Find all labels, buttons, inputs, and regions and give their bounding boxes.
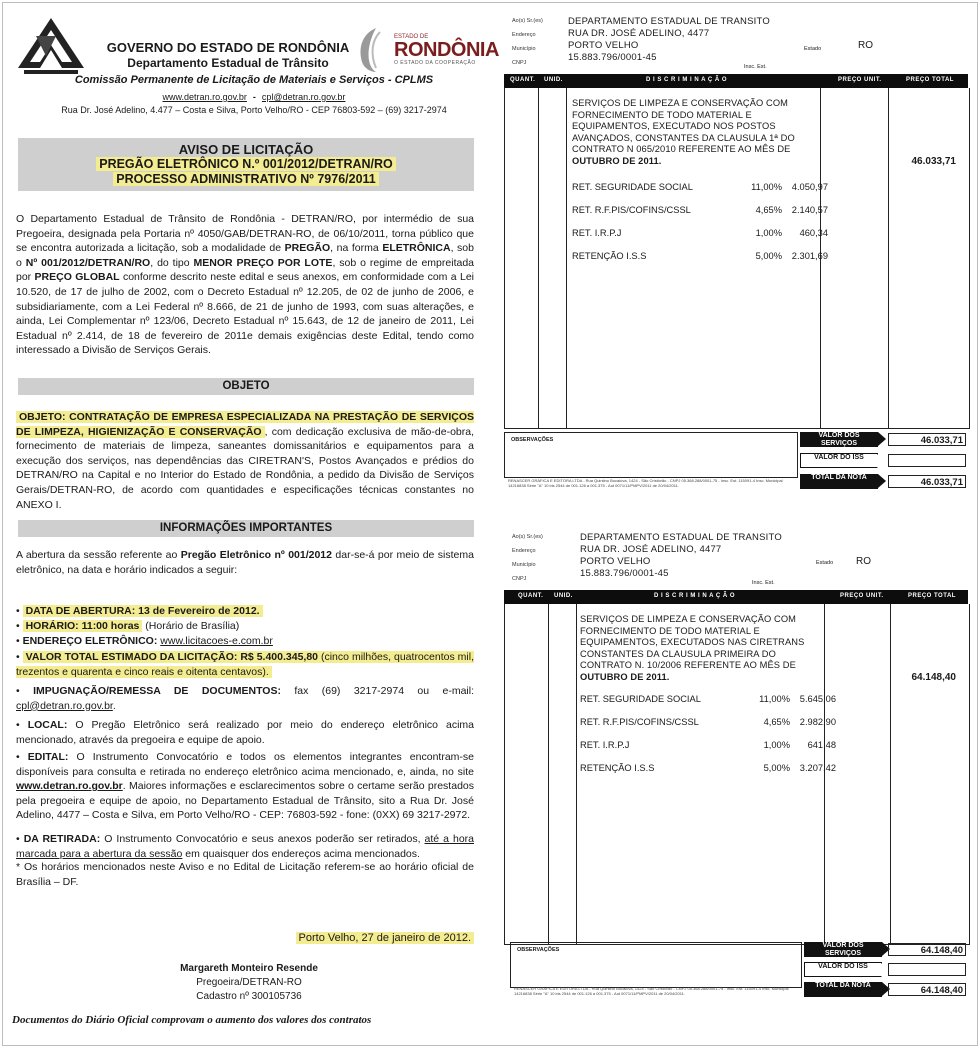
- nota-1-total-nota: 46.033,71: [888, 475, 966, 488]
- retirada-text-1: O Instrumento Convocatório e seus anexos poderão ser retirados,: [100, 833, 425, 845]
- intro-bold-1: PREGÃO: [284, 242, 331, 255]
- header-links: [44, 92, 464, 102]
- bullet-valor-total: • VALOR TOTAL ESTIMADO DA LICITAÇÃO: R$ 5.400.345,80 (cinco milhões, quatrocentos mil, trezentos e quarenta e cinco reais e oitenta centavos).: [16, 651, 474, 678]
- label-municipio: Município: [512, 562, 536, 568]
- link-separator: -: [252, 92, 256, 102]
- col-unid: UNID.: [554, 593, 573, 599]
- local-date: [16, 932, 474, 944]
- col-quant: QUANT.: [518, 593, 544, 599]
- valor-servicos-label: VALOR DOS SERVIÇOS: [804, 942, 882, 957]
- retencao-valor: 4.050,97: [791, 182, 828, 192]
- impugnacao-end: .: [112, 699, 116, 712]
- retirada-label: DA RETIRADA:: [23, 833, 101, 845]
- impugnacao-label: IMPUGNAÇÃO/REMESSA DE DOCUMENTOS:: [33, 685, 281, 697]
- nota-2-mes: OUTUBRO DE 2011.: [580, 671, 670, 682]
- valor-extenso: (cinco milhões, quatrocentos mil, trezentos e quarenta e cinco reais e oitenta centavos).: [16, 651, 474, 678]
- licitacoes-link[interactable]: www.licitacoes-e.com.br: [160, 635, 273, 647]
- valor-iss-label: VALOR DO ISS: [804, 962, 882, 977]
- nota-2-estado: RO: [856, 556, 871, 567]
- retencao-valor: 460,34: [799, 228, 828, 238]
- col-discriminacao: D I S C R I M I N A Ç Ã O: [646, 77, 728, 83]
- objeto-highlight: OBJETO: CONTRATAÇÃO DE EMPRESA ESPECIALIZADA NA PRESTAÇÃO DE SERVIÇOS DE LIMPEZA, HIGIENIZAÇÃO E CONSERVAÇÃO: [16, 411, 474, 438]
- state-seal-icon: [354, 26, 384, 74]
- bullet-endereco-eletronico: • ENDEREÇO ELETRÔNICO: www.licitacoes-e.com.br: [16, 635, 273, 647]
- horarios-note: * Os horários mencionados neste Aviso e no Edital de Licitação referem-se ao horário oficial de Brasília – DF.: [16, 861, 474, 888]
- nota-1-endereco: RUA DR. JOSÉ ADELINO, 4477: [568, 28, 710, 39]
- objeto-text: , com dedicação exclusiva de mão-de-obra, fornecimento de materiais de limpeza, saneantes domissanitários e equipamentos para a execução dos serviços, nas dependências das CIRETRAN'S, Postos Avançados e prédios do DETRAN/RO na Capital e no Interior do Estado de Rondônia, a pedido da Divisão de Serviços Gerais/DETRAN-RO, de acordo com quantidades e especificações técnicas constantes no ANEXO I.: [16, 425, 475, 511]
- data-abertura: DATA DE ABERTURA: 13 de Fevereiro de 2012.: [23, 605, 263, 617]
- nota-2-retencao: [580, 763, 836, 773]
- nota-1-observacoes: [504, 432, 798, 478]
- valor-servicos-label: VALOR DOS SERVIÇOS: [800, 432, 878, 447]
- nota-2-municipio: PORTO VELHO: [580, 556, 651, 567]
- retirada-underlined: até a hora marcada para a abertura da sessão: [16, 833, 474, 860]
- retencao-label: RET. SEGURIDADE SOCIAL: [580, 694, 701, 704]
- retencao-label: RET. SEGURIDADE SOCIAL: [572, 182, 693, 192]
- col-preco-unit: PREÇO UNIT.: [838, 77, 882, 83]
- header-address: Rua Dr. José Adelino, 4.477 – Costa e Silva, Porto Velho/RO - CEP 76803-592 – (69) 3217-2974: [61, 105, 447, 115]
- nota-1-retencao: [572, 205, 828, 215]
- nota-2-valor-iss: [888, 963, 966, 976]
- info-paragraph: [16, 548, 474, 577]
- intro-bold-3: Nº 001/2012/DETRAN/RO: [25, 256, 151, 269]
- col-divider: [824, 604, 825, 944]
- intro-bold-4: MENOR PREÇO POR LOTE: [193, 256, 333, 269]
- nota-2-total-nota: 64.148,40: [888, 983, 966, 996]
- detran-logo-icon: [16, 16, 86, 78]
- nota-1-rodape: RENASCER GRÁFICA E EDITORA LTDA - Rua Quintino Bocaiúva, 1424 - São Cristóvão - CNPJ 05.368.288/0001-75 - Insc. Est. 115091-4 Insc. Municipal 14216838 Série "A" 10 bis 2544 de 001.126 a 001.375 - Aut 0071/11/PMPV/2011 de 20/04/2011.: [508, 478, 783, 488]
- retencao-pct: 5,00%: [763, 763, 790, 773]
- header-comissao: Comissão Permanente de Licitação de Materiais e Serviços - CPLMS: [74, 74, 434, 86]
- retencao-label: RETENÇÃO I.S.S: [580, 763, 655, 773]
- detran-site-link[interactable]: www.detran.ro.gov.br: [16, 780, 123, 793]
- nota-1-municipio: PORTO VELHO: [568, 40, 639, 51]
- objeto-section-bar: OBJETO: [18, 378, 474, 395]
- rondonia-logo: [394, 34, 499, 66]
- nota-1-client-block: [504, 8, 968, 70]
- retencao-pct: 5,00%: [755, 251, 782, 261]
- retencao-label: RET. R.F.PIS/COFINS/CSSL: [572, 205, 691, 215]
- nota-1-mes: OUTUBRO DE 2011.: [572, 155, 662, 166]
- aviso-licitacao-document: [14, 14, 499, 1014]
- bullet-edital: • EDITAL: O Instrumento Convocatório e todos os elementos integrantes encontram-se disponíveis para consulta e retirada no endereço eletrônico acima mencionado, e, ainda, no site www.detran.ro.gov.br. Maiores informações e esclarecimentos sobre o certame serão prestados pela pregoeira e equipe de apoio, no Departamento Estadual de Trânsito, sito a Rua Dr. José Adelino, 4477 – Costa e Silva, em Porto Velho/RO - CEP: 76803-592 - fone: (0XX) 69 3217-2972.: [16, 751, 474, 822]
- label-endereco: Endereço: [512, 548, 536, 554]
- nota-fiscal-2: [504, 524, 968, 1004]
- logo-sub-text: O ESTADO DA COOPERAÇÃO: [394, 60, 476, 66]
- image-caption: Documentos do Diário Oficial comprovam o aumento dos valores dos contratos: [12, 1014, 372, 1026]
- nota-1-retencao: [572, 228, 828, 238]
- info-bold: Pregão Eletrônico nº 001/2012: [180, 549, 332, 561]
- document-header: [14, 14, 499, 132]
- observacoes-label: OBSERVAÇÕES: [511, 437, 554, 443]
- intro-text-3: , sob o: [16, 242, 474, 269]
- nota-1-retencao: [572, 251, 828, 261]
- logo-small-text: ESTADO DE: [394, 34, 429, 40]
- nota-2-observacoes: [510, 942, 802, 988]
- bullet-impugnacao: • IMPUGNAÇÃO/REMESSA DE DOCUMENTOS: fax (69) 3217-2974 ou e-mail: cpl@detran.ro.gov.br.: [16, 685, 475, 712]
- col-divider: [576, 604, 577, 944]
- signer-cadastro: Cadastro nº 300105736: [196, 991, 302, 1002]
- col-quant: QUANT.: [510, 77, 536, 83]
- label-aos: Ao(s) Sr.(es): [512, 534, 543, 540]
- edital-text-2: . Maiores informações e esclarecimentos sobre o certame serão prestados pela pregoeira e equipe de apoio, no Departamento Estadual de Trânsito, sito a Rua Dr. José Adelino, 4477 – Costa e Silva, em Porto Velho/RO - CEP: 76803-592 - fone: (0XX) 69 3217-2972.: [16, 780, 474, 822]
- nota-1-valor-iss: [888, 454, 966, 467]
- intro-paragraph: [16, 212, 474, 358]
- nota-1-preco-total: 46.033,71: [911, 156, 956, 167]
- label-municipio: Município: [512, 46, 536, 52]
- nota-2-client-block: [504, 524, 968, 586]
- intro-text-6: conforme descrito neste edital e seus anexos, em conformidade com a Lei 10.520, de 17 de julho de 2002, com o Decreto Estadual nº 12.205, de 02 de junho de 2006, e subsidiariamente, com a Lei Federal nº 8.666, de 21 de junho de 1993, com suas alterações, e ainda, Lei Complementar nº 123/06, Decreto Estadual nº 15.643, de 12 de janeiro de 2011, Lei Estadual nº 2.414, de 18 de fevereiro de 2011e demais exigências deste Edital, tendo como interessado a Divisão de Serviços Gerais.: [16, 271, 474, 357]
- signer-role: Pregoeira/DETRAN-RO: [196, 977, 302, 988]
- col-discriminacao: D I S C R I M I N A Ç Ã O: [654, 593, 736, 599]
- observacoes-label: OBSERVAÇÕES: [517, 947, 560, 953]
- intro-text-5: , sob o regime de empreitada por: [16, 256, 475, 284]
- nota-1-cnpj: 15.883.796/0001-45: [568, 52, 657, 63]
- retencao-label: RETENÇÃO I.S.S: [572, 251, 647, 261]
- retencao-valor: 5.645,06: [799, 694, 836, 704]
- nota-1-table-header: [504, 74, 968, 88]
- col-divider: [888, 88, 889, 428]
- col-unid: UNID.: [544, 77, 563, 83]
- retencao-pct: 4,65%: [763, 717, 790, 727]
- label-estado: Estado: [816, 560, 834, 566]
- nota-1-cliente: DEPARTAMENTO ESTADUAL DE TRANSITO: [568, 16, 770, 27]
- col-divider: [890, 604, 891, 944]
- logo-big-text: RONDÔNIA: [394, 39, 499, 61]
- impugnacao-email-link[interactable]: cpl@detran.ro.gov.br: [16, 699, 113, 712]
- edital-label: EDITAL:: [27, 751, 69, 763]
- retencao-pct: 11,00%: [751, 182, 782, 192]
- horario: HORÁRIO: 11:00 horas: [23, 620, 143, 632]
- edital-text-1: O Instrumento Convocatório e todos os elementos integrantes encontram-se disponíveis para consulta e retirada no endereço eletrônico acima mencionado, e, ainda, no site: [16, 751, 474, 778]
- nota-1-estado: RO: [858, 40, 873, 51]
- label-endereco: Endereço: [512, 32, 536, 38]
- nota-2-retencao: [580, 694, 836, 704]
- nota-2-retencao: [580, 740, 836, 750]
- nota-1-descricao-text: SERVIÇOS DE LIMPEZA E CONSERVAÇÃO COM FORNECIMENTO DE TODO MATERIAL E EQUIPAMENTOS, EXECUTADO NOS POSTOS AVANÇADOS, CONSTANTES DA CLAUSULA 1ª DO CONTRATO N 065/2010 REFERENTE AO MÊS DE: [572, 98, 795, 154]
- nota-2-endereco: RUA DR. JOSÉ ADELINO, 4477: [580, 544, 722, 555]
- nota-2-descricao: [580, 614, 818, 683]
- intro-text-2: , na forma: [330, 242, 383, 255]
- retencao-valor: 2.982,90: [799, 717, 836, 727]
- retencao-pct: 1,00%: [755, 228, 782, 238]
- retencao-pct: 4,65%: [755, 205, 782, 215]
- nota-2-cnpj: 15.883.796/0001-45: [580, 568, 669, 579]
- pregao-title: PREGÃO ELETRÔNICO N.º 001/2012/DETRAN/RO: [96, 157, 396, 171]
- nota-2-valor-servicos: 64.148,40: [888, 943, 966, 956]
- label-cnpj: CNPJ: [512, 576, 527, 582]
- nota-1-descricao: [572, 98, 810, 167]
- retencao-pct: 11,00%: [759, 694, 790, 704]
- col-divider: [538, 88, 539, 428]
- retencao-label: RET. R.F.PIS/COFINS/CSSL: [580, 717, 699, 727]
- label-cnpj: CNPJ: [512, 60, 527, 66]
- nota-fiscal-1: [504, 8, 968, 494]
- retencao-valor: 3.207,42: [799, 763, 836, 773]
- label-aos: Ao(s) Sr.(es): [512, 18, 543, 24]
- label-insc-est: Insc. Est.: [744, 64, 767, 70]
- col-preco-total: PREÇO TOTAL: [906, 77, 954, 83]
- retencao-label: RET. I.R.P.J: [580, 740, 630, 750]
- total-nota-label: TOTAL DA NOTA: [804, 982, 882, 997]
- intro-text-4: , do tipo: [150, 256, 194, 269]
- col-preco-unit: PREÇO UNIT.: [840, 593, 884, 599]
- retirada-text-2: em quaisquer dos endereços acima mencionados.: [182, 847, 420, 860]
- endereco-label: ENDEREÇO ELETRÔNICO:: [22, 635, 161, 647]
- retencao-valor: 2.301,69: [791, 251, 828, 261]
- valor-iss-label: VALOR DO ISS: [800, 453, 878, 468]
- info-section-bar: INFORMAÇÕES IMPORTANTES: [18, 520, 474, 537]
- total-nota-label: TOTAL DA NOTA: [800, 474, 878, 489]
- col-divider: [566, 88, 567, 428]
- horario-note: (Horário de Brasília): [142, 620, 240, 632]
- retencao-valor: 641,48: [807, 740, 836, 750]
- info-text-1: A abertura da sessão referente ao: [16, 549, 181, 561]
- col-preco-total: PREÇO TOTAL: [908, 593, 956, 599]
- header-governo: GOVERNO DO ESTADO DE RONDÔNIA: [106, 40, 350, 55]
- objeto-paragraph: [16, 410, 474, 512]
- header-departamento: Departamento Estadual de Trânsito: [127, 56, 329, 70]
- retencao-valor: 2.140,57: [791, 205, 828, 215]
- nota-2-rodape: RENASCER GRÁFICA E EDITORA LTDA - Rua Quintino Bocaiúva, 1424 - São Cristóvão - CNPJ 05.368.288/0001-75 - Insc. Est. 115091-4 Insc. Municipal 14216838 Série "A" 10 bis 2544 de 001.126 a 001.375 - Aut 0071/11/PMPV/2011 de 20/04/2011.: [514, 986, 789, 996]
- bullet-local: • LOCAL: O Pregão Eletrônico será realizado por meio do endereço eletrônico acima mencionado, através da pregoeira e equipe de apoio.: [16, 719, 475, 746]
- signer-name: Margareth Monteiro Resende: [180, 963, 318, 974]
- valor-total: VALOR TOTAL ESTIMADO DA LICITAÇÃO: R$ 5.400.345,80: [25, 651, 319, 663]
- signature-block: [124, 962, 374, 1004]
- label-estado: Estado: [804, 46, 822, 52]
- nota-1-retencao: [572, 182, 828, 192]
- info-text-2: dar-se-á por meio de sistema eletrônico, na data e horário indicados a seguir:: [16, 549, 474, 576]
- aviso-title: AVISO DE LICITAÇÃO: [178, 142, 314, 157]
- aviso-title-box: [18, 138, 474, 191]
- bullet-data-abertura: • DATA DE ABERTURA: 13 de Fevereiro de 2012.: [16, 604, 474, 619]
- nota-2-retencao: [580, 717, 836, 727]
- local-text: O Pregão Eletrônico será realizado por meio do endereço eletrônico acima mencionado, através da pregoeira e equipe de apoio.: [16, 719, 475, 746]
- intro-bold-5: PREÇO GLOBAL: [34, 271, 120, 284]
- label-insc-est: Insc. Est.: [752, 580, 775, 586]
- email-link[interactable]: cpl@detran.ro.gov.br: [261, 92, 346, 102]
- nota-2-table-header: [504, 590, 968, 604]
- retencao-pct: 1,00%: [763, 740, 790, 750]
- local-label: LOCAL:: [27, 719, 68, 731]
- retencao-label: RET. I.R.P.J: [572, 228, 622, 238]
- bullet-retirada: • DA RETIRADA: O Instrumento Convocatório e seus anexos poderão ser retirados, até a hora marcada para a abertura da sessão em quaisquer dos endereços acima mencionados.: [16, 833, 474, 860]
- nota-2-preco-total: 64.148,40: [911, 672, 956, 683]
- impugnacao-text: fax (69) 3217-2974 ou e-mail:: [280, 685, 475, 697]
- nota-2-cliente: DEPARTAMENTO ESTADUAL DE TRANSITO: [580, 532, 782, 543]
- bullet-horario: • HORÁRIO: 11:00 horas (Horário de Brasília): [16, 620, 240, 632]
- nota-1-valor-servicos: 46.033,71: [888, 433, 966, 446]
- processo-title: PROCESSO ADMINISTRATIVO Nº 7976/2011: [113, 172, 379, 186]
- col-divider: [548, 604, 549, 944]
- intro-text-1: O Departamento Estadual de Trânsito de Rondônia - DETRAN/RO, por intermédio de sua Pregoeira, designada pela Portaria nº 4050/GAB/DETRAN-RO, de 06/10/2011, torna público que se encontra autorizada a licitação, sob a modalidade de: [16, 213, 474, 255]
- nota-2-descricao-text: SERVIÇOS DE LIMPEZA E CONSERVAÇÃO COM FORNECIMENTO DE TODO MATERIAL E EQUIPAMENTOS, EXECUTADOS NAS CIRETRANS CONSTANTES DA CLAUSULA PRIMEIRA DO CONTRATO N. 10/2006 REFERENTE AO MÊS DE: [580, 614, 805, 670]
- local-date-text: Porto Velho, 27 de janeiro de 2012.: [296, 932, 474, 944]
- intro-bold-2: ELETRÔNICA: [382, 242, 451, 255]
- site-link[interactable]: www.detran.ro.gov.br: [162, 92, 247, 102]
